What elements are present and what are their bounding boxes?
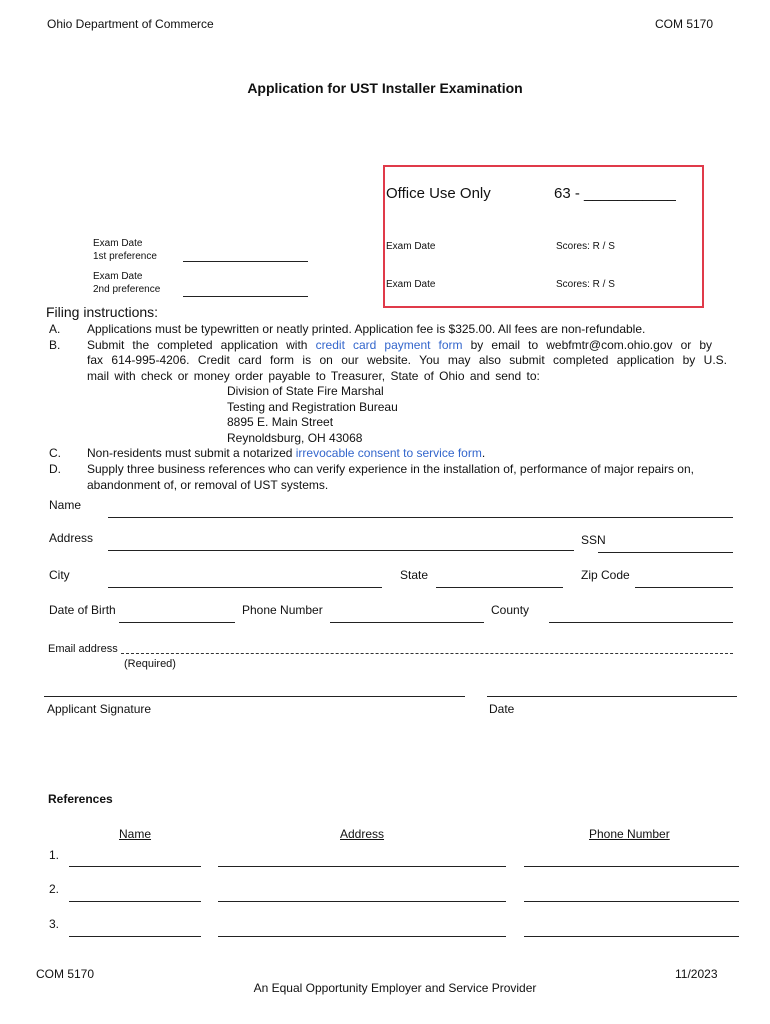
- item-d-line-2: abandonment of, or removal of UST systems.: [87, 478, 329, 492]
- item-c-marker: C.: [49, 446, 61, 460]
- item-a-text: Applications must be typewritten or neatly printed. Application fee is $325.00. All fees are non-refundable.: [87, 322, 646, 336]
- ref-1-number: 1.: [49, 848, 60, 862]
- item-c-pre: Non-residents must submit a notarized: [87, 446, 296, 460]
- signature-field[interactable]: [44, 696, 465, 697]
- page-title: Application for UST Installer Examination: [247, 80, 523, 96]
- office-exam-date-2: Exam Date: [386, 279, 436, 290]
- dob-label: Date of Birth: [49, 603, 116, 617]
- references-heading: References: [48, 792, 113, 806]
- dob-field[interactable]: [119, 622, 235, 623]
- office-scores-1: Scores: R / S: [556, 241, 615, 252]
- ref-col-address: Address: [340, 827, 385, 841]
- county-field[interactable]: [549, 622, 733, 623]
- item-b-marker: B.: [49, 338, 61, 352]
- ref-3-number: 3.: [49, 917, 60, 931]
- department-name: Ohio Department of Commerce: [47, 17, 214, 31]
- ref-3-address-field[interactable]: [218, 936, 506, 937]
- zip-label: Zip Code: [581, 568, 630, 582]
- ref-1-name-field[interactable]: [69, 866, 201, 867]
- signature-label: Applicant Signature: [47, 702, 152, 716]
- address-line-2: Testing and Registration Bureau: [227, 400, 398, 414]
- address-line-1: Division of State Fire Marshal: [227, 384, 384, 398]
- item-b-post: by email to webfmtr@com.ohio.gov or by: [462, 338, 713, 352]
- exam-date-1-field[interactable]: [183, 261, 308, 262]
- ref-2-number: 2.: [49, 882, 60, 896]
- office-use-code: 63 - ___________: [554, 185, 676, 202]
- state-field[interactable]: [436, 587, 563, 588]
- office-use-label: Office Use Only: [386, 185, 491, 202]
- email-field[interactable]: [121, 653, 733, 654]
- zip-field[interactable]: [635, 587, 733, 588]
- item-b-line-3: mail with check or money order payable to Treasurer, State of Ohio and send to:: [87, 369, 540, 383]
- item-b-line-1: [87, 338, 712, 354]
- email-required-note: (Required): [124, 658, 176, 670]
- exam-date-2-label: Exam Date: [93, 271, 143, 282]
- footer-eeo: An Equal Opportunity Employer and Service Provider: [253, 981, 537, 995]
- second-preference-label: 2nd preference: [93, 284, 161, 295]
- ssn-label: SSN: [581, 533, 606, 547]
- office-exam-date-1: Exam Date: [386, 241, 436, 252]
- item-b-pre: Submit the completed application with: [87, 338, 316, 352]
- date-label: Date: [489, 702, 515, 716]
- footer-form-id: COM 5170: [36, 967, 95, 981]
- state-label: State: [400, 568, 429, 582]
- county-label: County: [491, 603, 530, 617]
- email-label: Email address: [48, 643, 118, 655]
- item-b-line-2: fax 614-995-4206. Credit card form is on our website. You may also submit completed application by U.S.: [87, 353, 727, 367]
- item-d-marker: D.: [49, 462, 61, 476]
- credit-card-form-link[interactable]: credit card payment form: [315, 338, 463, 352]
- phone-field[interactable]: [330, 622, 484, 623]
- ref-1-address-field[interactable]: [218, 866, 506, 867]
- address-field[interactable]: [108, 550, 574, 551]
- city-label: City: [49, 568, 70, 582]
- city-field[interactable]: [108, 587, 382, 588]
- address-label: Address: [49, 531, 94, 545]
- ssn-field[interactable]: [598, 552, 733, 553]
- address-line-3: 8895 E. Main Street: [227, 415, 334, 429]
- ref-col-phone: Phone Number: [589, 827, 670, 841]
- form-id: COM 5170: [655, 17, 714, 31]
- exam-date-1-label: Exam Date: [93, 238, 143, 249]
- ref-2-address-field[interactable]: [218, 901, 506, 902]
- item-a-marker: A.: [49, 322, 61, 336]
- item-c-text: [87, 446, 485, 462]
- ref-3-name-field[interactable]: [69, 936, 201, 937]
- first-preference-label: 1st preference: [93, 251, 157, 262]
- footer-date: 11/2023: [675, 967, 718, 981]
- ref-1-phone-field[interactable]: [524, 866, 739, 867]
- exam-date-2-field[interactable]: [183, 296, 308, 297]
- phone-label: Phone Number: [242, 603, 323, 617]
- consent-form-link[interactable]: irrevocable consent to service form: [295, 446, 482, 460]
- address-line-4: Reynoldsburg, OH 43068: [227, 431, 363, 445]
- filing-heading: Filing instructions:: [46, 304, 159, 320]
- date-field[interactable]: [487, 696, 737, 697]
- ref-3-phone-field[interactable]: [524, 936, 739, 937]
- name-field[interactable]: [108, 517, 733, 518]
- ref-2-phone-field[interactable]: [524, 901, 739, 902]
- office-scores-2: Scores: R / S: [556, 279, 615, 290]
- item-d-line-1: Supply three business references who can verify experience in the installation of, performance of major repairs on,: [87, 462, 694, 476]
- name-label: Name: [49, 498, 82, 512]
- item-c-post: .: [481, 446, 486, 460]
- ref-2-name-field[interactable]: [69, 901, 201, 902]
- ref-col-name: Name: [119, 827, 152, 841]
